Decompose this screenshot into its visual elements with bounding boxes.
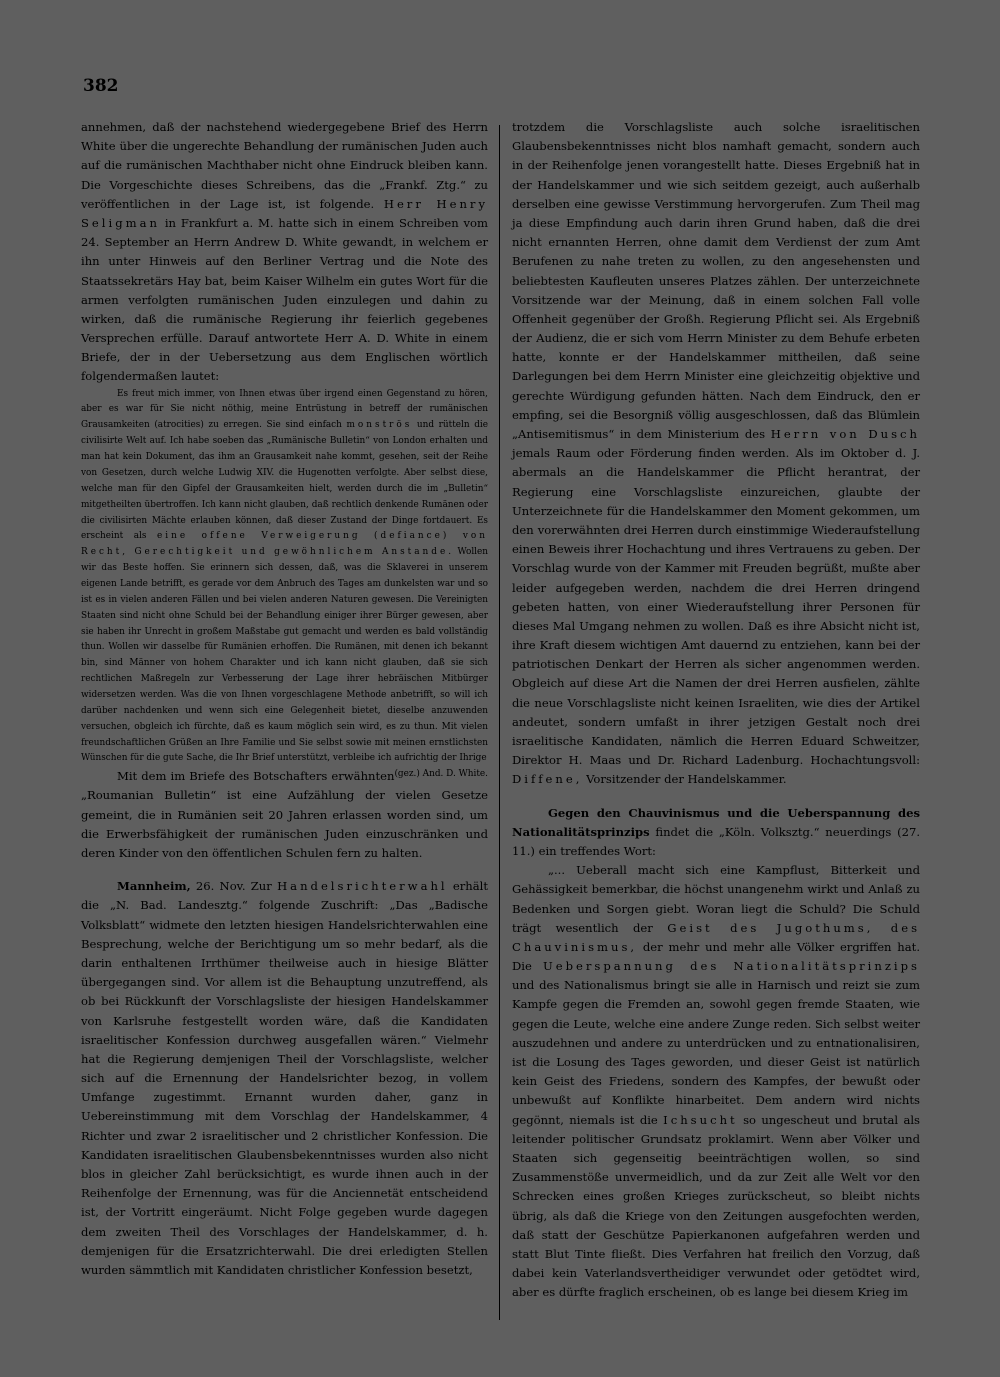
column-divider [499,125,500,1320]
page-number: 382 [83,76,119,96]
quote-emphasis-ueberspannung: Ueberspannung des Nationalitätsprinzips [543,959,920,974]
white-letter: Es freut mich immer, von Ihnen etwas über irgend einen Gegenstand zu hören, aber es war für Sie nicht nöthig, meine Entrüstung in betreff der rumänischen Grausamkeiten (atrocities) zu erregen. Sie sind einfach monströs und rütteln die civilisirte Welt auf. Ich habe soeben das „Rumänische Bulletin“ von London erhalten und man hat kein Dokument, das ihm an Grausamkeit nahe kommt, gesehen, seit der Reihe von Gesetzen, durch welche Ludwig XIV. die Hugenotten verfolgte. Aber selbst diese, welche man für den Gipfel der Grausamkeiten hielt, werden durch die im „Bulletin“ mitgetheilten übertroffen. Ich kann nicht glauben, daß rechtlich denkende Rumänen oder die civilisirten Mächte erlauben können, daß dieser Zustand der Dinge fortdauert. Es erscheint als eine offene Verweigerung (defiance) von Recht, Gerechtigkeit und gewöhnlichem Anstande. Wollen wir das Beste hoffen. Sie erinnern sich dessen, daß, was die Sklaverei in unserem eigenen Lande betrifft, es gerade vor dem Anbruch des Tages am dunkelsten war und so ist es in vielen anderen Fällen und bei vielen anderen Naturen gewesen. Die Vereinigten Staaten sind nicht ohne Schuld bei der Behandlung einiger ihrer Bürger gewesen, aber sie haben ihr Unrecht in großem Maßstabe gut gemacht und werden es bald vollständig thun. Wollen wir dasselbe für Rumänien erhoffen. Die Rumänen, mit denen ich bekannt bin, sind Männer von hohem Charakter und ich kann nicht glauben, daß sie sich rechtlichen Maßregeln zur Verbesserung der Lage ihrer hebräischen Mitbürger widersetzen werden. Was die von Ihnen vorgeschlagene Methode anbetrifft, so will ich darüber nachdenken und wenn sich eine Gelegenheit bietet, dieselbe anzuwenden versuchen, obgleich ich fürchte, daß es kaum möglich sein wird, es zu thun. Mit vielen freundschaftlichen Grüßen an Ihre Familie und Sie selbst sowie mit meinen ernstlichsten Wünschen für die gute Sache, die Ihr Brief unterstützt, verbleibe ich aufrichtig der Ihrige (gez.) And. D. White. [81,387,488,768]
volksztg-quote: „... Ueberall macht sich eine Kampflust, Bitterkeit und Gehässigkeit bemerkbar, die höchst unangenehm wirkt und Anlaß zu Bedenken und Sorgen giebt. Woran liegt die Schuld? Die Schuld trägt wesentlich der Geist des Jugothums, des Chauvinismus, der mehr und mehr alle Völker ergriffen hat. Die Ueberspannung des Nationalitätsprinzips und des Nationalismus bringt sie alle in Harnisch und reizt sie zum Kampfe gegen die Fremden an, sowohl gegen fremde Staaten, wie gegen die Leute, welche eine andere Zunge reden. Sich selbst weiter auszudehnen und andere zu unterdrücken und zu entnationalisiren, ist die Losung des Tages geworden, und dieser Geist ist natürlich kein Geist des Friedens, sondern des Kampfes, der bewußt oder unbewußt auf Konflikte hinarbeitet. Dem andern wird nichts gegönnt, niemals ist die Ichsucht so ungescheut und brutal als leitender politischer Grundsatz proklamirt. Wenn aber Völker und Staaten sich gegenseitig beeinträchtigen wollen, so sind Zusammenstöße unvermeidlich, und da zur Zeit alle Welt vor den Schrecken eines großen Krieges zurückscheut, so bleibt nichts übrig, als daß die Kriege von den Zeitungen ausgefochten werden, daß statt der Geschütze Papierkanonen aufgefahren werden und statt Blut Tinte fließt. Dies Verfahren hat freilich den Vorzug, daß dabei kein Vaterlandsvertheidiger verwundet oder getödtet wird, aber es dürfte fraglich erscheinen, ob es lange bei diesem Krieg im [512,863,921,1300]
seligman-intro-paragraph: annehmen, daß der nachstehend wiedergegebene Brief des Herrn White über die ungerechte Behandlung der rumänischen Juden auch auf die rumänischen Machthaber nicht ohne Eindruck bleiben kann. Die Vorgeschichte dieses Schreibens, das die „Frankf. Ztg.“ zu veröffentlichen in der Lage ist, ist folgende. Herr Henry Seligman in Frankfurt a. M. hatte sich in einem Schreiben vom 24. September an Herrn Andrew D. White gewandt, in welchem er ihn unter Hinweis auf den Berliner Vertrag und die Note des Staatssekretärs Hay bat, beim Kaiser Wilhelm ein gutes Wort für die armen verfolgten rumänischen Juden einzulegen und dahin zu wirken, daß die rumänische Regierung ihr feierlich gegebenes Versprechen erfülle. Darauf antwortete Herr A. D. White in einem Briefe, der in der Uebersetzung aus dem Englischen wörtlich folgendermaßen lautet: [81,120,488,384]
diffene-signer: Diffene, [512,772,583,787]
bulletin-paragraph: Mit dem im Briefe des Botschafters erwähnten „Roumanian Bulletin“ ist eine Aufzählung der vielen Gesetze gemeint, die in Rumänien seit 20 Jahren erlassen worden sind, um die Erwerbsfähigkeit der rumänischen Juden einzuschränken und deren Kinder von den öffentlichen Schulen fern zu halten. [81,769,488,860]
mannheim-article-continued: trotzdem die Vorschlagsliste auch solche israelitischen Glaubensbekenntnisses nicht blos namhaft gemacht, sondern auch in der Reihenfolge jenen vorangestellt hatte. Dieses Ergebniß hat in der Handelskammer und wie sich seitdem gezeigt, auch außerhalb derselben eine gewisse Verstimmung hervorgerufen. Zum Theil mag ja diese Empfindung auch darin ihren Grund haben, daß die drei nicht ernannten Herren, ohne damit dem Verdienst der zum Amt Berufenen zu nahe treten zu wollen, zu den angesehensten und beliebtesten Kaufleuten unseres Platzes zählen. Der unterzeichnete Vorsitzende war der Meinung, daß in einem solchen Fall volle Offenheit gegenüber der Großh. Regierung Pflicht sei. Als Ergebniß der Audienz, die er sich vom Herrn Minister zu dem Behufe erbeten hatte, konnte er der Handelskammer mittheilen, daß seine Darlegungen bei dem Herrn Minister eine gleichzeitig objektive und gerechte Würdigung gefunden hätten. Nach dem Eindruck, den er empfing, sei die Besorgniß völlig ausgeschlossen, daß das Blümlein „Antisemitismus“ in dem Ministerium des Herrn von Dusch jemals Raum oder Förderung finden werden. Als im Oktober d. J. abermals an die Handelskammer die Pflicht herantrat, der Regierung eine Vorschlagsliste einzureichen, glaubte der Unterzeichnete für die Handelskammer den Moment gekommen, um den vorerwähnten drei Herren durch einstimmige Wiederaufstellung einen Beweis ihrer Hochachtung und ihres Vertrauens zu geben. Der Vorschlag wurde von der Kammer mit Freuden begrüßt, mußte aber leider aufgegeben werden, nachdem die drei Herren dringend gebeten hatten, von einer Wiederaufstellung ihrer Personen für dieses Mal Umgang nehmen zu wollen. Daß es ihre Absicht nicht ist, ihre Kraft diesem wichtigen Amt dauernd zu entziehen, kann bei der patriotischen Denkart der Herren als sicher angenommen werden. Obgleich auf diese Art die Namen der drei Herren ausfielen, zählte die neue Vorschlagsliste nicht keinen Israeliten, wie dies der Artikel andeutet, sondern umfaßt in ihrer jetzigen Gestalt noch drei israelitische Kandidaten, nämlich die Herren Eduard Schweitzer, Direktor H. Maas und Dr. Richard Ladenburg. Hochachtungsvoll: Diffene, Vorsitzender der Handelskammer. [512,120,920,787]
handelsrichterwahl-term: Handelsrichterwahl [277,879,448,894]
left-column [81,118,488,1280]
letter-signature: (gez.) And. D. White. [394,769,488,780]
quote-emphasis-geist: Geist des Jugothums, des Chauvinismus, [512,920,921,954]
mannheim-article: Mannheim, 26. Nov. Zur Handelsrichterwahl erhält die „N. Bad. Landesztg.“ folgende Zuschrift: „Das „Badische Volksblatt“ widmete den letzten hiesigen Handelsrichterwahlen eine Besprechung, welche der Berichtigung um so mehr bedarf, als die darin enthaltenen Irrthümer theilweise auch in hiesige Blätter übergegangen sind. Vor allem ist die Behauptung unzutreffend, als ob bei Rückkunft der Vorschlagsliste der hiesigen Handelskammer von Karlsruhe festgestellt worden wäre, daß die Kandidaten israelitischer Konfession durchweg ausgefallen wären.“ Vielmehr hat die Regierung demjenigen Theil der Vorschlagsliste, welcher sich auf die Ernennung der Handelsrichter bezog, in vollem Umfange zugestimmt. Ernannt wurden daher, ganz in Uebereinstimmung mit dem Vorschlag der Handelskammer, 4 Richter und zwar 2 israelitischer und 2 christlicher Konfession. Die Kandidaten israelitischen Glaubensbekenntnisses wurden also nicht blos in gleicher Zahl berücksichtigt, es wurde ihnen auch in der Reihenfolge der Ernennung, was für die Anciennetät entscheidend ist, der Vortritt eingeräumt. Nicht Folge gegeben wurde dagegen dem zweiten Theil des Vorschlages der Handelskammer, d. h. demjenigen für die Ersatzrichterwahl. Die drei erledigten Stellen wurden sämmtlich mit Kandidaten christlicher Konfession besetzt, [81,879,489,1277]
quote-emphasis-ichsucht: Ichsucht [663,1112,738,1127]
letter-emphasis-monstros: monströs [346,420,413,431]
letter-emphasis-defiance: eine offene Verweigerung (defiance) von Recht, Gerechtigkeit und gewöhnlichem Anstande. [81,531,488,558]
right-column [512,118,920,1302]
chauvinismus-article: Gegen den Chauvinismus und die Ueberspannung des Nationalitätsprinzips findet die „Köln. Volksztg.“ neuerdings (27. 11.) ein treffendes Wort: [512,805,920,858]
mannheim-dateline: Mannheim, [117,879,191,894]
seligman-name: Herr Henry Seligman [81,196,488,230]
dusch-name: Herrn von Dusch [770,427,920,441]
chauvinismus-heading: Gegen den Chauvinismus und die Ueberspannung des Nationalitätsprinzips [512,805,920,839]
